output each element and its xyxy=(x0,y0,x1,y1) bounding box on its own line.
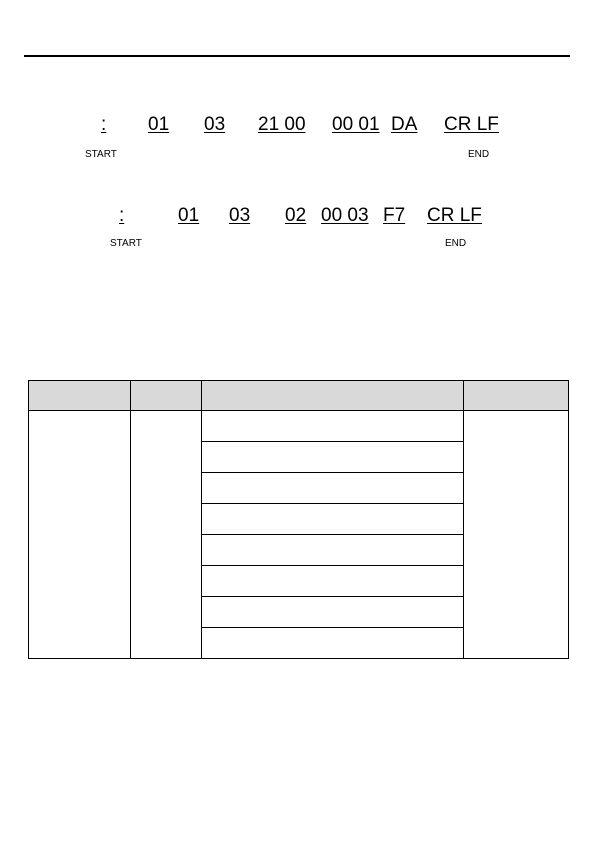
table-cell-merged xyxy=(131,411,202,659)
request-function-code: 03 xyxy=(204,114,226,135)
request-register-count: 00 01 xyxy=(332,114,380,135)
table-cell xyxy=(202,628,464,659)
request-start-colon: : xyxy=(101,114,107,135)
parameter-table-wrap xyxy=(28,380,569,659)
table-cell xyxy=(202,597,464,628)
table-cell xyxy=(202,504,464,535)
response-byte-count: 02 xyxy=(285,205,307,226)
request-lrc: DA xyxy=(391,114,418,135)
request-start-register: 21 00 xyxy=(258,114,306,135)
table-cell-merged xyxy=(29,411,131,659)
table-cell xyxy=(202,411,464,442)
response-frame xyxy=(0,205,595,245)
response-function-code: 03 xyxy=(229,205,251,226)
table-row xyxy=(29,411,569,442)
request-end-crlf: CR LF xyxy=(444,114,499,135)
table-cell xyxy=(202,442,464,473)
request-address: 01 xyxy=(148,114,170,135)
response-lrc: F7 xyxy=(383,205,406,226)
response-start-tag: START xyxy=(110,238,142,249)
table-header-cell xyxy=(202,381,464,411)
table-cell xyxy=(202,473,464,504)
request-end-tag: END xyxy=(468,149,490,160)
table-cell xyxy=(202,535,464,566)
response-end-tag: END xyxy=(445,238,467,249)
response-start-colon: : xyxy=(119,205,125,226)
response-address: 01 xyxy=(178,205,200,226)
table-header-cell xyxy=(464,381,569,411)
header-rule xyxy=(24,55,570,57)
table-header-cell xyxy=(29,381,131,411)
response-data: 00 03 xyxy=(321,205,369,226)
request-frame xyxy=(0,114,595,154)
table-header-cell xyxy=(131,381,202,411)
table-header-row xyxy=(29,381,569,411)
table-cell xyxy=(202,566,464,597)
parameter-table xyxy=(28,380,569,659)
response-end-crlf: CR LF xyxy=(427,205,482,226)
table-cell-merged xyxy=(464,411,569,659)
request-start-tag: START xyxy=(85,149,117,160)
